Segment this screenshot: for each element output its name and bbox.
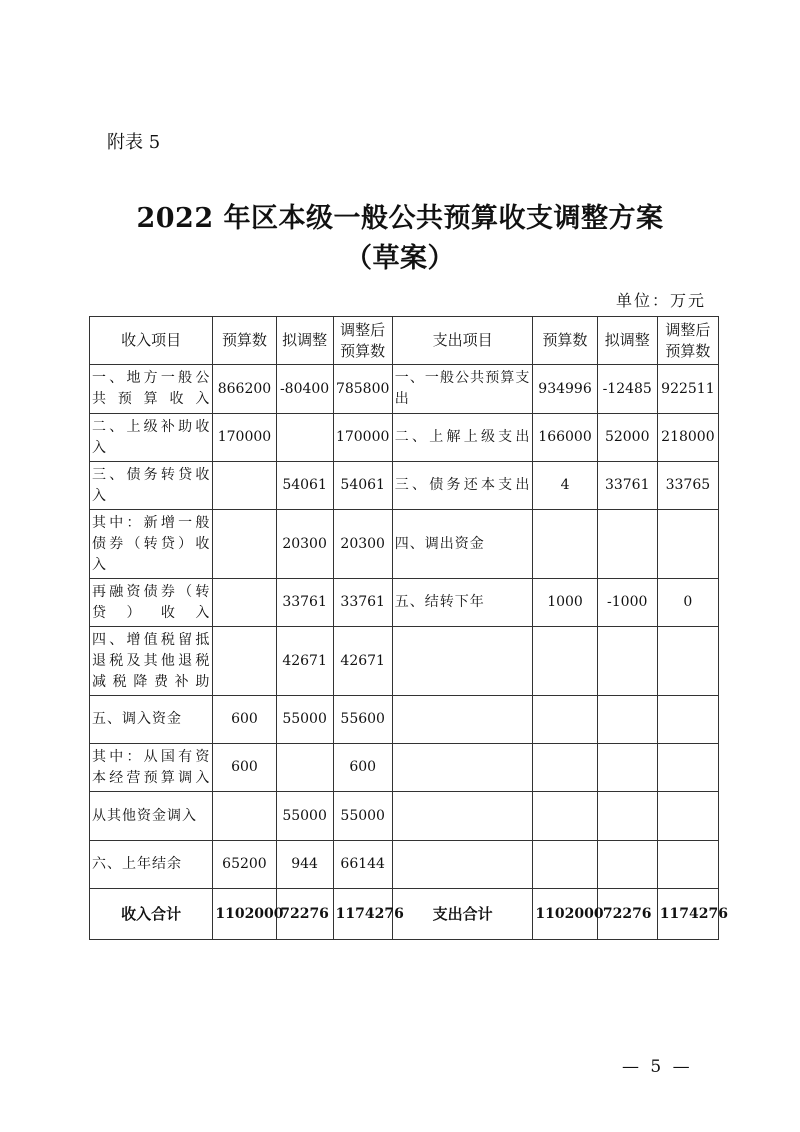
income-adjust bbox=[276, 744, 333, 792]
expense-budget bbox=[533, 744, 597, 792]
expense-budget: 1000 bbox=[533, 579, 597, 627]
income-adjust: 20300 bbox=[276, 510, 333, 579]
expense-budget: 934996 bbox=[533, 365, 597, 414]
income-budget: 65200 bbox=[213, 841, 276, 889]
income-item: 六、上年结余 bbox=[90, 841, 213, 889]
expense-adjusted: 0 bbox=[657, 579, 718, 627]
income-item: 其中：新增一般债券（转贷）收入 bbox=[90, 510, 213, 579]
income-budget bbox=[213, 510, 276, 579]
income-item: 四、增值税留抵退税及其他退税减税降费补助 bbox=[90, 627, 213, 696]
expense-adjusted bbox=[657, 510, 718, 579]
income-adjusted: 170000 bbox=[333, 414, 392, 462]
header-income-item: 收入项目 bbox=[90, 317, 213, 365]
header-budget: 预算数 bbox=[213, 317, 276, 365]
expense-adjusted bbox=[657, 841, 718, 889]
expense-total-adjusted: 1174276 bbox=[657, 889, 718, 940]
expense-adjusted: 33765 bbox=[657, 462, 718, 510]
expense-total-adjust: 72276 bbox=[597, 889, 657, 940]
income-adjust: 54061 bbox=[276, 462, 333, 510]
income-adjust: 55000 bbox=[276, 696, 333, 744]
income-adjusted: 55600 bbox=[333, 696, 392, 744]
income-adjust: 42671 bbox=[276, 627, 333, 696]
income-adjusted: 33761 bbox=[333, 579, 392, 627]
header-row bbox=[90, 317, 719, 365]
expense-item: 四、调出资金 bbox=[392, 510, 533, 579]
header-adjusted-budget: 调整后预算数 bbox=[657, 317, 718, 365]
expense-item bbox=[392, 627, 533, 696]
expense-adjust bbox=[597, 510, 657, 579]
expense-adjust bbox=[597, 744, 657, 792]
expense-budget: 166000 bbox=[533, 414, 597, 462]
table-row bbox=[90, 414, 719, 462]
expense-item bbox=[392, 696, 533, 744]
table-row bbox=[90, 841, 719, 889]
expense-adjusted bbox=[657, 744, 718, 792]
expense-total-budget: 1102000 bbox=[533, 889, 597, 940]
expense-total-label: 支出合计 bbox=[392, 889, 533, 940]
budget-table bbox=[89, 316, 728, 940]
expense-budget bbox=[533, 510, 597, 579]
expense-item bbox=[392, 792, 533, 841]
income-total-adjusted: 1174276 bbox=[333, 889, 392, 940]
header-adjust: 拟调整 bbox=[597, 317, 657, 365]
expense-adjusted bbox=[657, 696, 718, 744]
table-row bbox=[90, 696, 719, 744]
income-adjusted: 785800 bbox=[333, 365, 392, 414]
attachment-label: 附表 5 bbox=[107, 132, 161, 153]
page-subtitle: （草案） bbox=[345, 243, 455, 274]
income-total-budget: 1102000 bbox=[213, 889, 276, 940]
income-adjusted: 42671 bbox=[333, 627, 392, 696]
income-adjusted: 20300 bbox=[333, 510, 392, 579]
expense-item: 二、上解上级支出 bbox=[392, 414, 533, 462]
page-number: — 5 — bbox=[622, 1057, 693, 1077]
income-adjust bbox=[276, 414, 333, 462]
income-adjusted: 55000 bbox=[333, 792, 392, 841]
page-title: 2022 年区本级一般公共预算收支调整方案 bbox=[136, 203, 664, 234]
expense-budget bbox=[533, 841, 597, 889]
income-budget bbox=[213, 792, 276, 841]
expense-adjust: -1000 bbox=[597, 579, 657, 627]
header-budget: 预算数 bbox=[533, 317, 597, 365]
expense-adjusted bbox=[657, 627, 718, 696]
income-adjust: 33761 bbox=[276, 579, 333, 627]
income-item: 从其他资金调入 bbox=[90, 792, 213, 841]
expense-item bbox=[392, 744, 533, 792]
expense-item: 三、债务还本支出 bbox=[392, 462, 533, 510]
income-item: 其中：从国有资本经营预算调入 bbox=[90, 744, 213, 792]
income-item: 三、债务转贷收入 bbox=[90, 462, 213, 510]
expense-adjust: 33761 bbox=[597, 462, 657, 510]
table-row bbox=[90, 462, 719, 510]
total-row bbox=[90, 889, 719, 940]
income-adjust: 944 bbox=[276, 841, 333, 889]
expense-adjust bbox=[597, 627, 657, 696]
table-row bbox=[90, 510, 719, 579]
expense-adjust bbox=[597, 792, 657, 841]
income-adjusted: 66144 bbox=[333, 841, 392, 889]
income-budget bbox=[213, 579, 276, 627]
table-row bbox=[90, 365, 719, 414]
income-budget bbox=[213, 627, 276, 696]
expense-budget bbox=[533, 696, 597, 744]
header-adjusted-budget: 调整后预算数 bbox=[333, 317, 392, 365]
income-budget: 866200 bbox=[213, 365, 276, 414]
income-item: 一、地方一般公共预算收入 bbox=[90, 365, 213, 414]
income-item: 再融资债券（转贷）收入 bbox=[90, 579, 213, 627]
unit-label: 单位：万元 bbox=[615, 291, 706, 310]
income-total-label: 收入合计 bbox=[90, 889, 213, 940]
income-adjusted: 600 bbox=[333, 744, 392, 792]
income-budget: 170000 bbox=[213, 414, 276, 462]
table-row bbox=[90, 744, 719, 792]
income-budget: 600 bbox=[213, 696, 276, 744]
expense-adjusted: 922511 bbox=[657, 365, 718, 414]
table-row bbox=[90, 792, 719, 841]
expense-adjust bbox=[597, 841, 657, 889]
income-adjusted: 54061 bbox=[333, 462, 392, 510]
expense-item bbox=[392, 841, 533, 889]
income-item: 五、调入资金 bbox=[90, 696, 213, 744]
expense-adjusted bbox=[657, 792, 718, 841]
expense-adjust: -12485 bbox=[597, 365, 657, 414]
income-total-adjust: 72276 bbox=[276, 889, 333, 940]
income-budget bbox=[213, 462, 276, 510]
expense-budget bbox=[533, 792, 597, 841]
expense-item: 五、结转下年 bbox=[392, 579, 533, 627]
income-adjust: -80400 bbox=[276, 365, 333, 414]
header-expense-item: 支出项目 bbox=[392, 317, 533, 365]
income-adjust: 55000 bbox=[276, 792, 333, 841]
expense-item: 一、一般公共预算支出 bbox=[392, 365, 533, 414]
expense-adjust: 52000 bbox=[597, 414, 657, 462]
header-adjust: 拟调整 bbox=[276, 317, 333, 365]
table-row bbox=[90, 579, 719, 627]
expense-budget bbox=[533, 627, 597, 696]
expense-adjust bbox=[597, 696, 657, 744]
expense-adjusted: 218000 bbox=[657, 414, 718, 462]
income-item: 二、上级补助收入 bbox=[90, 414, 213, 462]
expense-budget: 4 bbox=[533, 462, 597, 510]
income-budget: 600 bbox=[213, 744, 276, 792]
table-row bbox=[90, 627, 719, 696]
